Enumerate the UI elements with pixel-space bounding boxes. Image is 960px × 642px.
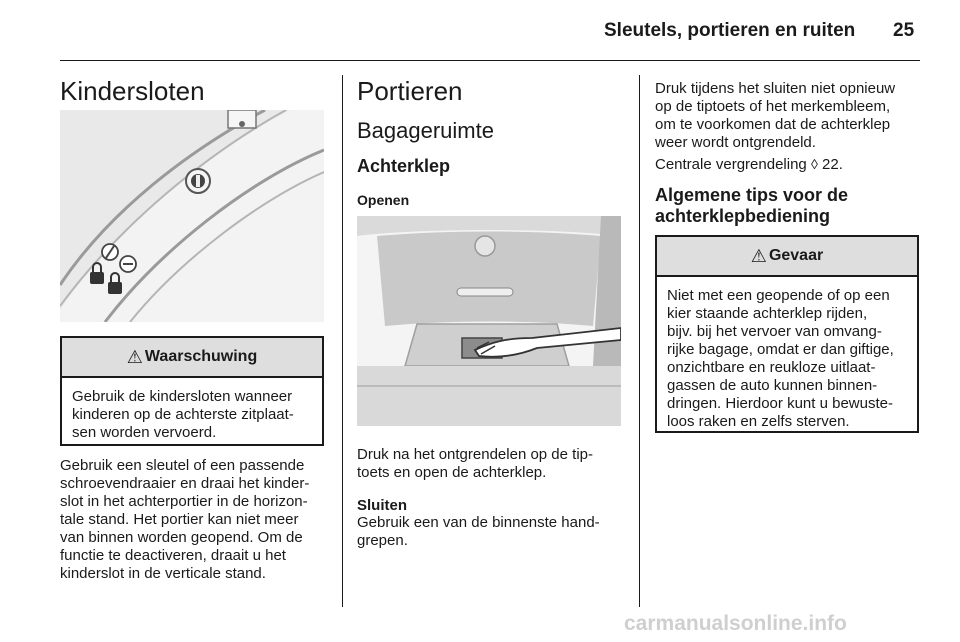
warning-box-body [62,378,322,452]
heading-bagageruimte: Bagageruimte [357,118,494,143]
label-openen: Openen [357,192,410,208]
cross-reference-line [655,155,843,174]
danger-line: onzichtbare en reukloze uitlaat- [667,359,876,376]
body-line: tale stand. Het portier kan niet meer [60,511,299,528]
body-line: van binnen worden geopend. Om de [60,529,303,546]
danger-line: rijke bagage, omdat er dan giftige, [667,341,894,358]
body-line: functie te deactiveren, draait u het [60,547,286,564]
warning-line: sen worden vervoerd. [72,424,217,441]
danger-title: Gevaar [768,247,824,264]
danger-box-body [657,277,917,441]
column-divider-2 [639,75,640,607]
warning-box [60,336,324,446]
tailgate-illustration [357,216,621,426]
danger-line: Niet met een geopende of op een [667,287,890,304]
warning-title: Waarschuwing [144,348,258,365]
achterklep-intro-text [655,80,895,152]
danger-line: dringen. Hierdoor kunt u bewuste- [667,395,893,412]
heading-algemene-tips [655,185,848,227]
danger-box-header [657,237,917,277]
body-line: Druk na het ontgrendelen op de tip- [357,446,593,463]
warning-line: Gebruik de kindersloten wanneer [72,388,293,405]
body-line: kinderslot in de verticale stand. [60,565,266,582]
body-line: slot in het achterportier in de horizon- [60,493,308,510]
child-lock-illustration [60,110,324,322]
body-line: weer wordt ontgrendeld. [655,134,816,151]
running-header-title: Sleutels, portieren en ruiten [604,20,856,41]
danger-box [655,235,919,433]
openen-text [357,446,593,482]
body-line: op de tiptoets of het merkembleem, [655,98,891,115]
heading-line: achterklepbediening [655,206,831,226]
warning-triangle-icon: ⚠ [126,346,143,367]
body-line: schroevendraaier en draai het kinder- [60,475,310,492]
kindersloten-body-text [60,457,309,583]
warning-line: kinderen op de achterste zitplaat- [72,406,294,423]
cross-reference-page[interactable]: 22. [817,156,843,173]
warning-box-header [62,338,322,378]
heading-portieren: Portieren [357,76,463,106]
body-line: toets en open de achterklep. [357,464,547,481]
body-line: Gebruik een van de binnenste hand- [357,514,600,531]
danger-line: bijv. bij het vervoer van omvang- [667,323,882,340]
column-divider-1 [342,75,343,607]
body-line: Druk tijdens het sluiten niet opnieuw [655,80,896,97]
site-watermark: carmanualsonline.info [624,612,847,635]
cross-reference-label: Centrale vergrendeling [655,156,811,173]
danger-line: gassen de auto kunnen binnen- [667,377,878,394]
page-reference-arrow-icon: ◊ [810,156,818,172]
heading-kindersloten: Kindersloten [60,76,205,106]
sluiten-text [357,514,600,550]
header-rule [60,60,920,61]
page-number: 25 [893,20,915,41]
body-line: grepen. [357,532,408,549]
heading-line: Algemene tips voor de [655,185,849,205]
danger-line: kier staande achterklep rijden, [667,305,868,322]
heading-achterklep: Achterklep [357,156,451,176]
body-line: Gebruik een sleutel of een passende [60,457,305,474]
body-line: om te voorkomen dat de achterklep [655,116,891,133]
warning-triangle-icon: ⚠ [750,245,767,266]
danger-line: loos raken en zelfs sterven. [667,413,850,430]
label-sluiten: Sluiten [357,497,408,514]
cross-reference [655,155,843,174]
